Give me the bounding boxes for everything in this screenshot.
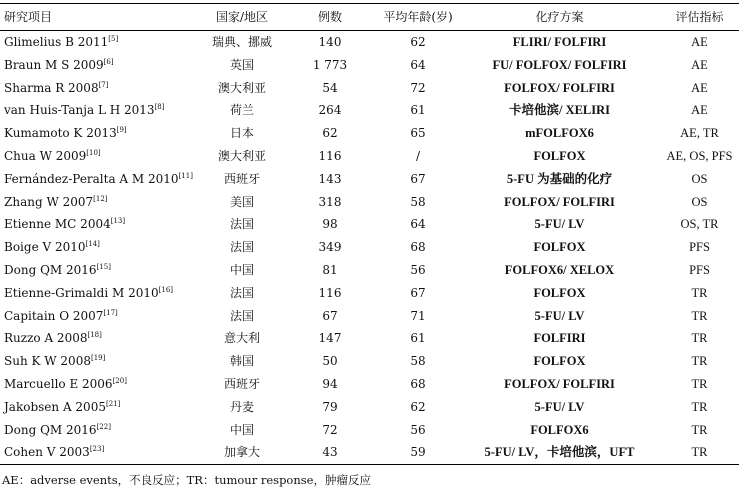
cell-cases: 318 xyxy=(318,194,342,209)
cell-study xyxy=(0,305,197,328)
cell-age: 58 xyxy=(410,354,426,369)
study-name: Chua W 2009 xyxy=(4,148,87,163)
cell-study xyxy=(0,54,197,77)
cell-cases: 116 xyxy=(318,148,342,163)
cell-cases: 50 xyxy=(322,354,338,369)
table-row xyxy=(0,441,739,464)
table-row xyxy=(0,305,739,328)
table-row xyxy=(0,145,739,168)
cell-regimen: FOLFOX xyxy=(533,148,586,163)
cell-study xyxy=(0,213,197,236)
cell-metric: PFS xyxy=(689,262,710,277)
cell-metric: TR xyxy=(691,422,708,437)
cell-metric: PFS xyxy=(689,240,710,255)
study-name: Boige V 2010 xyxy=(4,240,86,255)
reference-number: [5] xyxy=(108,35,119,43)
study-name: Etienne-Grimaldi M 2010 xyxy=(4,285,159,300)
cell-metric: OS, TR xyxy=(680,217,719,232)
cell-study xyxy=(0,282,197,305)
cell-regimen: FOLFOX/ FOLFIRI xyxy=(504,376,615,391)
cell-country: 美国 xyxy=(229,194,254,209)
cell-age: 68 xyxy=(410,376,426,391)
table-row xyxy=(0,77,739,100)
cell-country: 中国 xyxy=(229,422,254,437)
reference-number: [12] xyxy=(93,194,108,203)
reference-number: [16] xyxy=(158,285,174,294)
studies-table xyxy=(0,3,739,465)
cell-country: 瑞典、挪威 xyxy=(211,35,272,49)
cell-regimen: 5-FU/ LV xyxy=(534,308,585,323)
study-name: Sharma R 2008 xyxy=(4,80,99,95)
cell-metric: AE xyxy=(691,103,708,118)
cell-cases: 1 773 xyxy=(312,57,348,72)
cell-country: 澳大利亚 xyxy=(217,80,266,95)
cell-metric: TR xyxy=(691,399,708,414)
cell-cases: 264 xyxy=(318,103,342,118)
cell-country: 英国 xyxy=(229,57,254,72)
table-footnote: AE：adverse events，不良反应；TR：tumour response，肿瘤反应 xyxy=(2,473,371,487)
study-name: Fernández-Peralta A M 2010 xyxy=(4,171,179,186)
cell-cases: 67 xyxy=(322,308,338,323)
reference-number: [19] xyxy=(90,354,106,363)
cell-age: 64 xyxy=(410,57,426,72)
cell-regimen: 5-FU/ LV xyxy=(534,399,585,414)
table-row xyxy=(0,327,739,350)
study-name: Etienne MC 2004 xyxy=(4,217,111,232)
table-row xyxy=(0,122,739,145)
cell-country: 韩国 xyxy=(229,354,254,369)
table-row xyxy=(0,191,739,214)
table-row xyxy=(0,236,739,259)
reference-number: [22] xyxy=(96,422,111,431)
reference-number: [11] xyxy=(178,171,193,180)
cell-study xyxy=(0,236,197,259)
header-regimen: 化疗方案 xyxy=(535,10,584,24)
cell-study xyxy=(0,122,197,145)
reference-number: [17] xyxy=(103,308,118,317)
cell-metric: TR xyxy=(691,331,708,346)
cell-study xyxy=(0,396,197,419)
cell-metric: AE, TR xyxy=(680,126,719,141)
reference-number: [9] xyxy=(116,126,127,135)
study-name: Cohen V 2003 xyxy=(4,445,90,460)
cell-cases: 94 xyxy=(322,376,338,391)
cell-metric: AE xyxy=(691,80,708,95)
cell-study xyxy=(0,373,197,396)
table-row xyxy=(0,259,739,282)
cell-cases: 147 xyxy=(318,331,342,346)
study-name: Kumamoto K 2013 xyxy=(4,126,117,141)
cell-age: 65 xyxy=(410,126,426,141)
table-row xyxy=(0,99,739,122)
cell-study xyxy=(0,31,197,54)
cell-cases: 79 xyxy=(322,399,338,414)
table-row xyxy=(0,168,739,191)
table-row xyxy=(0,31,739,54)
table-row xyxy=(0,282,739,305)
cell-regimen: FOLFOX xyxy=(533,285,586,300)
study-name: Ruzzo A 2008 xyxy=(4,331,88,346)
cell-age: 58 xyxy=(410,194,426,209)
reference-number: [10] xyxy=(86,148,101,157)
cell-age: 72 xyxy=(410,80,426,95)
reference-number: [6] xyxy=(103,57,114,66)
study-name: Suh K W 2008 xyxy=(4,354,91,369)
cell-country: 法国 xyxy=(229,217,254,232)
cell-study xyxy=(0,77,197,100)
table-header xyxy=(0,4,739,31)
cell-cases: 143 xyxy=(318,171,342,186)
header-row xyxy=(0,4,739,31)
cell-metric: AE, OS, PFS xyxy=(666,148,733,163)
reference-number: [21] xyxy=(105,399,121,408)
cell-cases: 140 xyxy=(318,35,342,49)
study-name: Glimelius B 2011 xyxy=(4,35,109,49)
cell-country: 荷兰 xyxy=(229,103,254,118)
cell-metric: TR xyxy=(691,376,708,391)
reference-number: [18] xyxy=(87,331,102,340)
cell-regimen: 5-FU 为基础的化疗 xyxy=(506,171,613,186)
study-name: Jakobsen A 2005 xyxy=(4,399,106,414)
cell-cases: 81 xyxy=(322,262,338,277)
cell-study xyxy=(0,145,197,168)
cell-study xyxy=(0,168,197,191)
header-age: 平均年龄(岁) xyxy=(383,10,453,24)
cell-country: 澳大利亚 xyxy=(217,148,266,163)
cell-study xyxy=(0,441,197,464)
header-country: 国家/地区 xyxy=(215,10,269,24)
reference-number: [8] xyxy=(154,103,165,112)
cell-metric: OS xyxy=(691,171,708,186)
cell-age: 64 xyxy=(410,217,426,232)
reference-number: [7] xyxy=(98,80,109,89)
cell-age: 62 xyxy=(410,35,426,49)
cell-study xyxy=(0,259,197,282)
cell-regimen: FOLFOX6/ XELOX xyxy=(504,262,615,277)
cell-metric: TR xyxy=(691,308,708,323)
cell-age: 61 xyxy=(410,103,426,118)
table-row xyxy=(0,213,739,236)
cell-metric: AE xyxy=(691,57,708,72)
cell-age: 71 xyxy=(410,308,426,323)
cell-country: 法国 xyxy=(229,308,254,323)
cell-regimen: FLIRI/ FOLFIRI xyxy=(512,35,607,49)
cell-country: 加拿大 xyxy=(223,445,260,460)
study-name: Dong QM 2016 xyxy=(4,422,97,437)
cell-cases: 72 xyxy=(322,422,338,437)
study-name: Dong QM 2016 xyxy=(4,262,97,277)
cell-study xyxy=(0,327,197,350)
cell-study xyxy=(0,99,197,122)
cell-metric: TR xyxy=(691,285,708,300)
cell-regimen: FOLFOX xyxy=(533,354,586,369)
study-name: van Huis-Tanja L H 2013 xyxy=(4,103,155,118)
cell-age: 67 xyxy=(410,285,426,300)
cell-cases: 98 xyxy=(322,217,338,232)
cell-country: 中国 xyxy=(229,262,254,277)
cell-age: 67 xyxy=(410,171,426,186)
table-row xyxy=(0,396,739,419)
cell-cases: 62 xyxy=(322,126,338,141)
reference-number: [23] xyxy=(89,445,105,454)
table-row xyxy=(0,373,739,396)
cell-cases: 43 xyxy=(322,445,338,460)
cell-study xyxy=(0,191,197,214)
cell-age: 56 xyxy=(410,262,426,277)
reference-number: [13] xyxy=(110,217,126,226)
cell-regimen: FOLFIRI xyxy=(533,331,586,346)
header-metric: 评估指标 xyxy=(675,10,724,24)
cell-regimen: FOLFOX/ FOLFIRI xyxy=(504,80,615,95)
study-name: Zhang W 2007 xyxy=(4,194,94,209)
cell-country: 法国 xyxy=(229,285,254,300)
cell-regimen: FOLFOX xyxy=(533,240,586,255)
cell-cases: 116 xyxy=(318,285,342,300)
reference-number: [14] xyxy=(85,240,100,249)
table-row xyxy=(0,54,739,77)
study-name: Marcuello E 2006 xyxy=(4,376,113,391)
cell-age: 68 xyxy=(410,240,426,255)
cell-age: 62 xyxy=(410,399,426,414)
table-row xyxy=(0,419,739,442)
cell-study xyxy=(0,350,197,373)
cell-metric: TR xyxy=(691,354,708,369)
cell-regimen: 卡培他滨/ XELIRI xyxy=(508,103,611,118)
cell-age: 61 xyxy=(410,331,426,346)
cell-country: 日本 xyxy=(229,126,254,141)
study-name: Capitain O 2007 xyxy=(4,308,104,323)
cell-metric: TR xyxy=(691,445,708,460)
cell-cases: 54 xyxy=(322,80,338,95)
cell-metric: OS xyxy=(691,194,708,209)
reference-number: [20] xyxy=(112,376,127,385)
cell-age: 59 xyxy=(410,445,426,460)
cell-study xyxy=(0,419,197,442)
cell-regimen: 5-FU/ LV，卡培他滨，UFT xyxy=(484,445,635,460)
cell-age: 56 xyxy=(410,422,426,437)
reference-number: [15] xyxy=(96,262,111,271)
study-name: Braun M S 2009 xyxy=(4,57,104,72)
cell-country: 意大利 xyxy=(223,331,260,346)
cell-cases: 349 xyxy=(318,240,342,255)
header-cases: 例数 xyxy=(317,10,342,24)
cell-regimen: FU/ FOLFOX/ FOLFIRI xyxy=(492,57,627,72)
cell-country: 丹麦 xyxy=(229,399,254,414)
cell-metric: AE xyxy=(691,35,708,49)
cell-regimen: FOLFOX/ FOLFIRI xyxy=(504,194,615,209)
header-study: 研究项目 xyxy=(4,10,53,24)
cell-age: / xyxy=(415,148,421,163)
table-body xyxy=(0,31,739,465)
cell-regimen: mFOLFOX6 xyxy=(525,126,594,141)
cell-country: 法国 xyxy=(229,240,254,255)
table-row xyxy=(0,350,739,373)
cell-country: 西班牙 xyxy=(223,171,260,186)
cell-country: 西班牙 xyxy=(223,376,260,391)
cell-regimen: 5-FU/ LV xyxy=(534,217,585,232)
cell-regimen: FOLFOX6 xyxy=(530,422,589,437)
